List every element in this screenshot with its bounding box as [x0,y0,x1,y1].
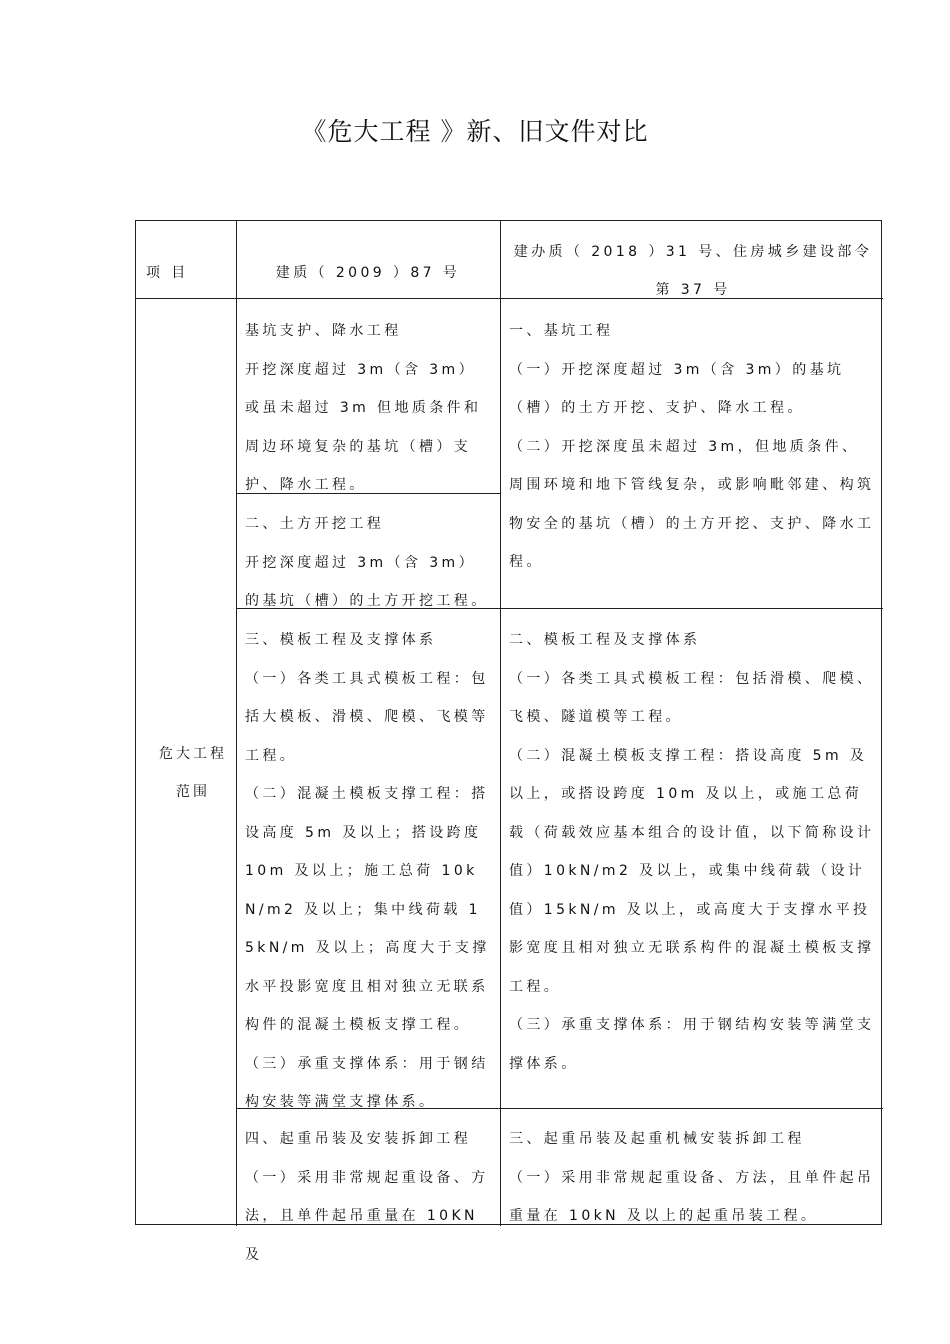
new-section-1 [509,312,875,582]
new-s1-p2: （二）开挖深度虽未超过 3m，但地质条件、周围环境和地下管线复杂，或影响毗邻建、构筑物安全的基坑（槽）的土方开挖、支护、降水工程。 [509,438,875,570]
new-s2-heading: 二、模板工程及支撑体系 [509,632,701,648]
old-s1-body: 开挖深度超过 3m（含 3m）或虽未超过 3m 但地质条件和周边环境复杂的基坑（槽）支护、降水工程。 [245,361,482,493]
row-label: 危大工程范围 [159,746,227,800]
header-item: 项 目 [146,265,189,281]
header-old-doc: 建质（ 2009 ）87 号 [275,265,461,281]
new-s3-p1: （一）采用非常规起重设备、方法，且单件起吊重量在 10kN 及以上的起重吊装工程。 [509,1169,875,1224]
old-s4-p1: （一）采用非常规起重设备、方法，且单件起吊重量在 10KN 及 [245,1169,489,1263]
old-section-1 [245,312,492,505]
old-s3-heading: 三、模板工程及支撑体系 [245,632,437,648]
new-s1-p1: （一）开挖深度超过 3m（含 3m）的基坑（槽）的土方开挖、支护、降水工程。 [509,361,845,416]
old-s1-heading: 基坑支护、降水工程 [245,323,402,339]
old-s4-heading: 四、起重吊装及安装拆卸工程 [245,1131,472,1147]
old-section-4 [245,1120,492,1263]
new-section-3 [509,1120,875,1224]
old-s2-heading: 二、土方开挖工程 [245,516,385,532]
old-s3-p3: （三）承重支撑体系：用于钢结构安装等满堂支撑体系。 [245,1055,489,1110]
new-s2-p2: （二）混凝土模板支撑工程：搭设高度 5m 及以上，或搭设跨度 10m 及以上，或施工总荷载（荷载效应基本组合的设计值，以下简称设计值）10kN/m2 及以上，或集中线荷载（设计值）15kN/m 及以上，或高度大于支撑水平投影宽度且相对独立无联系构件的混凝土模板支撑工程。 [509,747,875,995]
new-s1-heading: 一、基坑工程 [509,323,614,339]
old-s2-body: 开挖深度超过 3m（含 3m）的基坑（槽）的土方开挖工程。 [245,554,489,609]
col-divider-2 [500,221,501,1226]
col-divider-1 [236,221,237,1226]
old-section-2 [245,505,492,621]
old-s3-p2: （二）混凝土模板支撑工程：搭设高度 5m 及以上；搭设跨度 10m 及以上；施工总荷 10kN/m2 及以上；集中线荷载 15kN/m 及以上；高度大于支撑水平投影宽度且相对独立无联系构件的混凝土模板支撑工程。 [245,786,490,1033]
comparison-table [135,220,882,1263]
old-section-3 [245,621,492,1122]
document-title: 《危大工程 》新、旧文件对比 [301,117,649,146]
old-s3-p1: （一）各类工具式模板工程：包括大模板、滑模、爬模、飞模等工程。 [245,670,489,764]
new-section-2 [509,621,875,1083]
new-s3-heading: 三、起重吊装及起重机械安装拆卸工程 [509,1131,805,1147]
new-s2-p1: （一）各类工具式模板工程：包括滑模、爬模、飞模、隧道模等工程。 [509,670,875,725]
header-new-doc: 建办质（ 2018 ）31 号、住房城乡建设部令第 37 号 [513,244,873,298]
new-s2-p3: （三）承重支撑体系：用于钢结构安装等满堂支撑体系。 [509,1017,875,1072]
